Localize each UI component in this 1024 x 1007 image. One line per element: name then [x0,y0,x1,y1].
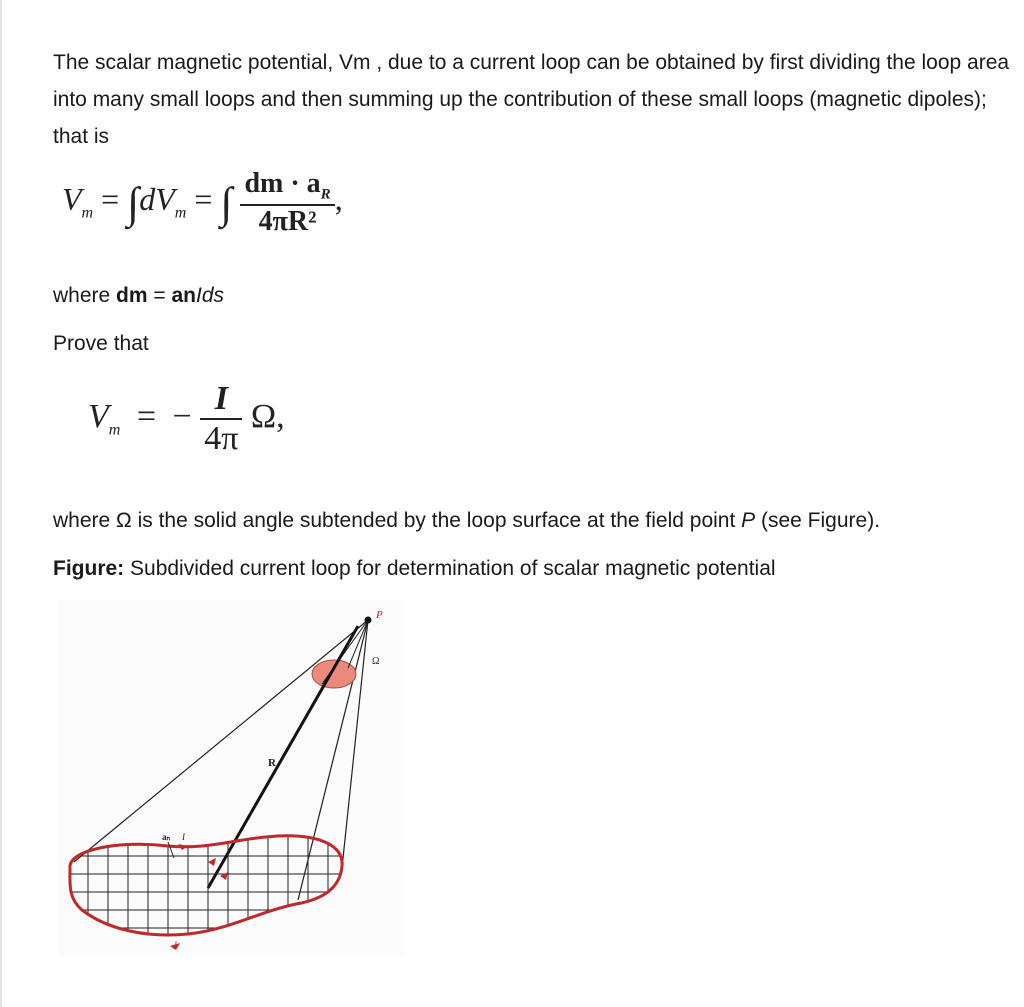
eq2-lhs: V [88,397,109,435]
integral-sign-1: ∫ [127,178,140,228]
label-p: P [376,609,383,621]
eq1-fraction [240,168,334,238]
where-omega-line: where Ω is the solid angle subtended by the loop surface at the field point P (see Figure). [53,509,881,532]
eq1-comma: , [334,181,343,218]
eq2-numerator: I [214,380,228,417]
prove-that: Prove that [53,332,149,355]
eq1-lhs: V [62,181,82,218]
current-loop-figure [58,600,404,956]
eq2-equals: = [136,397,157,435]
eq2-lhs-sub: m [108,421,121,439]
eq2-omega: Ω, [250,397,285,435]
eq1-dv: dV [139,181,175,218]
label-i-top: I [182,832,185,842]
eq2-denominator: 4π [200,418,242,458]
intro-paragraph: The scalar magnetic potential, Vm , due to a current loop can be obtained by first dividing the loop area into many small loops and then summing up the contribution of these small loops (magnetic dipoles); that is [53,51,1010,148]
label-an: aₙ [162,832,171,842]
figure-background [58,600,404,956]
eq2-fraction [200,380,242,458]
integral-sign-2: ∫ [220,178,233,228]
left-border [0,0,2,1007]
equation-integral [62,168,343,238]
eq1-denominator: 4πR² [240,204,334,238]
label-omega: Ω [372,656,380,667]
point-p [365,617,372,624]
figure-caption: Figure: Subdivided current loop for determination of scalar magnetic potential [53,557,776,580]
where-dm-line: where dm = anIds [53,284,224,307]
eq1-lhs-sub: m [81,204,94,222]
equation-solid-angle [88,380,285,458]
label-r: R [268,757,276,769]
eq1-equals-2: = [194,181,213,218]
eq1-equals-1: = [101,181,120,218]
eq1-dv-sub: m [174,204,187,222]
eq1-numerator: dm · $a_R$ [244,168,331,203]
eq2-minus: − [172,397,192,435]
